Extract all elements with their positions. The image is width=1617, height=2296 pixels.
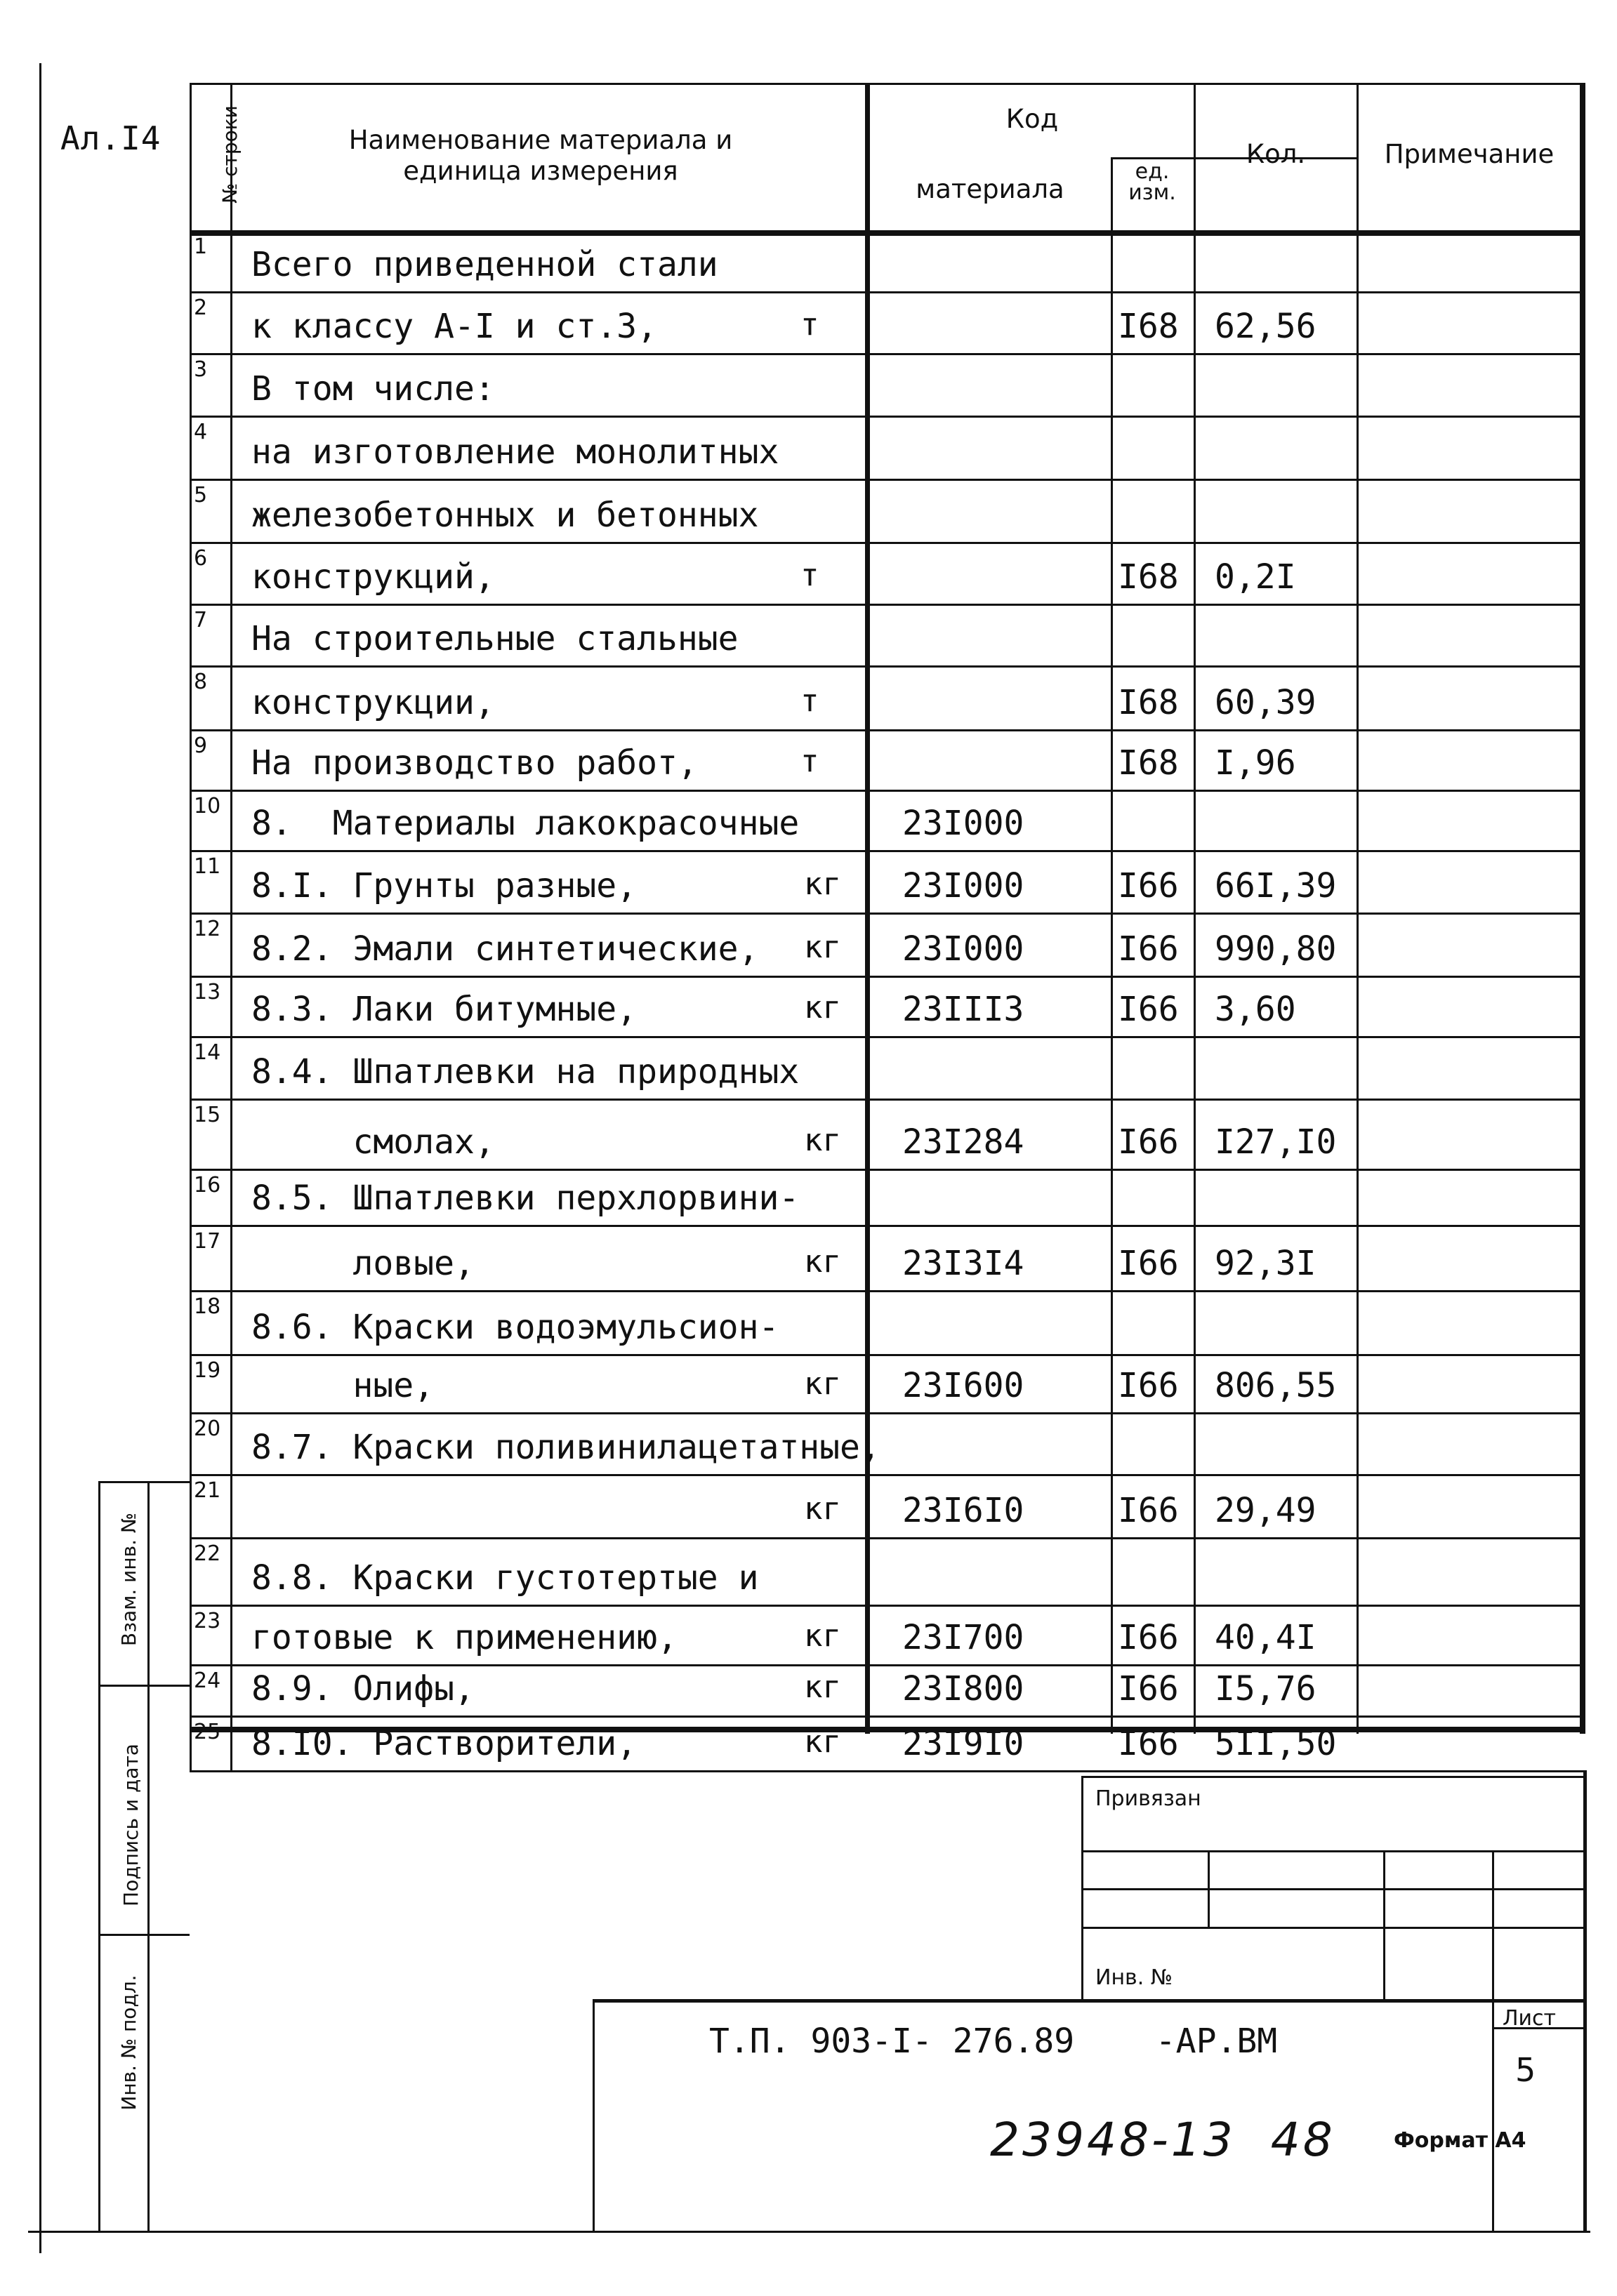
row-number: 13 [194, 980, 221, 1004]
row-number: 16 [194, 1173, 221, 1197]
material-code: 23I000 [902, 866, 1024, 905]
table-top-border [190, 83, 1583, 85]
row-divider [190, 976, 1580, 978]
stamp-bound-label: Привязан [1095, 1786, 1201, 1811]
row-number: 18 [194, 1294, 221, 1319]
material-name: 8.8. Краски густотертые и [251, 1558, 759, 1598]
unit-code: I66 [1118, 1618, 1179, 1657]
row-number: 14 [194, 1040, 221, 1065]
title-block-right-border [1583, 1770, 1587, 2232]
row-divider [190, 1099, 1580, 1101]
material-name: Всего приведенной стали [251, 245, 718, 284]
paper-format: Формат А4 [1394, 2128, 1526, 2153]
material-name: На строительные стальные [251, 619, 739, 658]
unit-code: I66 [1118, 866, 1179, 905]
stamp-sheet-number: 5 [1515, 2051, 1536, 2089]
row-number: 25 [194, 1720, 221, 1744]
unit-code: I66 [1118, 1244, 1179, 1283]
qty-column-left-border [1194, 83, 1196, 1734]
row-divider [190, 1412, 1580, 1414]
quantity: I27,I0 [1215, 1122, 1337, 1162]
side-stamp-sign-date: Подпись и дата [119, 1744, 143, 1906]
doc-code-top-border [593, 1999, 1585, 2003]
material-code: 23I000 [902, 929, 1024, 969]
title-block-row-2 [1081, 1888, 1585, 1890]
header-code-unit: ед. изм. [1128, 159, 1176, 205]
row-number: 22 [194, 1541, 221, 1566]
quantity: 3,60 [1215, 990, 1296, 1029]
row-divider [190, 913, 1580, 915]
material-code: 23I000 [902, 804, 1024, 843]
row-divider [190, 1225, 1580, 1227]
quantity: 990,80 [1215, 929, 1337, 969]
row-number: 4 [194, 420, 208, 444]
unit-label: кг [804, 866, 841, 902]
quantity: I5,76 [1215, 1669, 1316, 1708]
row-divider [190, 850, 1580, 852]
header-code: Код [1005, 104, 1059, 134]
unit-label: кг [804, 990, 841, 1026]
unit-label: кг [804, 1618, 841, 1654]
unit-label: т [800, 743, 819, 779]
row-number: 24 [194, 1668, 221, 1693]
unit-label: кг [804, 1122, 841, 1158]
header-row-number: № строки [218, 105, 242, 204]
row-divider [190, 1354, 1580, 1356]
rownum-column-border [230, 83, 232, 1771]
material-name: к классу А-I и ст.3, [251, 307, 657, 346]
material-name: На производство работ, [251, 743, 698, 783]
material-code: 23I3I4 [902, 1244, 1024, 1283]
table-right-border [1580, 83, 1585, 1734]
side-stamp-inner-border [147, 1481, 150, 2232]
material-code: 23I600 [902, 1366, 1024, 1405]
row-number: 20 [194, 1416, 221, 1441]
material-code: 23I284 [902, 1122, 1024, 1162]
material-code: 23I700 [902, 1618, 1024, 1657]
material-name: смолах, [251, 1122, 495, 1162]
row-divider [190, 542, 1580, 544]
row-number: 7 [194, 608, 208, 632]
row-number: 23 [194, 1609, 221, 1633]
material-name: готовые к применению, [251, 1618, 678, 1657]
row-divider [190, 1290, 1580, 1292]
row-number: 1 [194, 234, 208, 259]
quantity: 806,55 [1215, 1366, 1337, 1405]
sheet-label: Ал.I4 [60, 119, 161, 157]
row-number: 10 [194, 794, 221, 818]
bottom-border-line [28, 2231, 1590, 2233]
row-number: 2 [194, 296, 208, 320]
header-bottom-border [190, 230, 1583, 236]
material-name: 8. Материалы лакокрасочные [251, 804, 800, 843]
title-block-row-1 [1081, 1850, 1585, 1852]
quantity: 40,4I [1215, 1618, 1316, 1657]
material-code: 23I800 [902, 1669, 1024, 1708]
row-divider [190, 1605, 1580, 1607]
title-block-col-1 [1208, 1850, 1210, 1927]
row-divider [190, 479, 1580, 481]
material-code: 23I9I0 [902, 1724, 1024, 1763]
row-divider [190, 1169, 1580, 1171]
unit-code: I68 [1118, 743, 1179, 783]
unit-label: кг [804, 1669, 841, 1705]
title-block-col-2 [1383, 1850, 1385, 2000]
unit-label: т [800, 307, 819, 343]
row-divider [190, 729, 1580, 731]
row-divider [190, 416, 1580, 418]
unit-label: кг [804, 929, 841, 965]
row-number: 21 [194, 1478, 221, 1503]
unit-code: I66 [1118, 1122, 1179, 1162]
unit-code: I68 [1118, 683, 1179, 722]
name-column-border [865, 83, 870, 1734]
note-column-border [1357, 83, 1359, 1734]
row-number: 3 [194, 357, 208, 382]
code-column-border [1111, 157, 1113, 1734]
unit-code: I68 [1118, 557, 1179, 597]
stamp-sheet-label: Лист [1503, 2006, 1557, 2031]
unit-code: I66 [1118, 1669, 1179, 1708]
unit-code: I66 [1118, 990, 1179, 1029]
material-name: В том числе: [251, 369, 495, 409]
stamp-inv-no-label: Инв. № [1095, 1965, 1173, 1990]
material-name: конструкции, [251, 683, 495, 722]
row-number: 5 [194, 483, 208, 507]
material-name: 8.3. Лаки битумные, [251, 990, 638, 1029]
margin-line [39, 63, 41, 2253]
unit-code: I68 [1118, 307, 1179, 346]
handwritten-archive-number: 23948-13 48 [990, 2113, 1335, 2167]
unit-label: кг [804, 1491, 841, 1527]
quantity: 0,2I [1215, 557, 1296, 597]
material-name: 8.2. Эмали синтетические, [251, 929, 759, 969]
quantity: 29,49 [1215, 1491, 1316, 1530]
row-divider [190, 665, 1580, 668]
unit-code: I66 [1118, 1491, 1179, 1530]
quantity: 66I,39 [1215, 866, 1337, 905]
document-code: Т.П. 903-I- 276.89 -АР.ВМ [709, 2022, 1278, 2061]
material-name: ловые, [251, 1244, 475, 1283]
quantity: 62,56 [1215, 307, 1316, 346]
title-block-col-3 [1492, 1850, 1494, 2232]
unit-code: I66 [1118, 1366, 1179, 1405]
title-block-row-3 [1081, 1927, 1585, 1929]
unit-label: кг [804, 1366, 841, 1402]
row-number: 9 [194, 734, 208, 758]
row-divider [190, 1664, 1580, 1666]
row-divider [190, 1474, 1580, 1476]
row-divider [190, 790, 1580, 792]
side-stamp-top [98, 1481, 190, 1483]
quantity: 5II,50 [1215, 1724, 1337, 1763]
unit-label: кг [804, 1244, 841, 1280]
row-number: 6 [194, 546, 208, 571]
side-stamp-inv-replace: Взам. инв. № [117, 1512, 140, 1647]
unit-label: т [800, 557, 819, 593]
side-stamp-inv-orig: Инв. № подл. [117, 1975, 140, 2111]
row-divider [190, 1716, 1580, 1718]
material-name: конструкций, [251, 557, 495, 597]
row-divider [190, 1537, 1580, 1539]
header-quantity: Кол. [1246, 139, 1306, 169]
material-name: 8.7. Краски поливинилацетатные, [251, 1428, 880, 1467]
quantity: 60,39 [1215, 683, 1316, 722]
quantity: I,96 [1215, 743, 1296, 783]
material-name: 8.6. Краски водоэмульсион- [251, 1308, 779, 1347]
row-number: 19 [194, 1358, 221, 1383]
header-name: Наименование материала и единица измерения [348, 125, 733, 187]
material-name: 8.9. Олифы, [251, 1669, 475, 1708]
title-block-top [1081, 1776, 1585, 1778]
row-divider [190, 291, 1580, 293]
table-left-border [190, 83, 192, 1771]
row-number: 8 [194, 670, 208, 694]
unit-code: I66 [1118, 1724, 1179, 1763]
row-divider [190, 604, 1580, 606]
material-code: 23I6I0 [902, 1491, 1024, 1530]
unit-label: кг [804, 1724, 841, 1760]
side-stamp-left-border [98, 1481, 100, 2232]
side-stamp-divider-2 [98, 1934, 190, 1936]
row-divider [190, 353, 1580, 355]
row-number: 11 [194, 854, 221, 879]
unit-label: т [800, 683, 819, 719]
row-divider [190, 1036, 1580, 1038]
material-name: ные, [251, 1366, 435, 1405]
header-code-material: материала [916, 174, 1064, 204]
stamp-area-top [190, 1770, 1585, 1772]
unit-code: I66 [1118, 929, 1179, 969]
material-name: железобетонных и бетонных [251, 496, 759, 535]
material-name: 8.4. Шпатлевки на природных [251, 1052, 800, 1091]
header-note: Примечание [1384, 139, 1555, 169]
material-name: 8.5. Шпатлевки перхлорвини- [251, 1179, 800, 1218]
row-number: 15 [194, 1103, 221, 1127]
side-stamp-divider-1 [98, 1685, 190, 1687]
row-number: 17 [194, 1229, 221, 1254]
material-name: на изготовление монолитных [251, 432, 779, 472]
material-name: 8.I0. Растворители, [251, 1724, 638, 1763]
quantity: 92,3I [1215, 1244, 1316, 1283]
material-code: 23III3 [902, 990, 1024, 1029]
doc-code-left-border [593, 1999, 595, 2232]
material-name: 8.I. Грунты разные, [251, 866, 638, 905]
row-number: 12 [194, 917, 221, 941]
